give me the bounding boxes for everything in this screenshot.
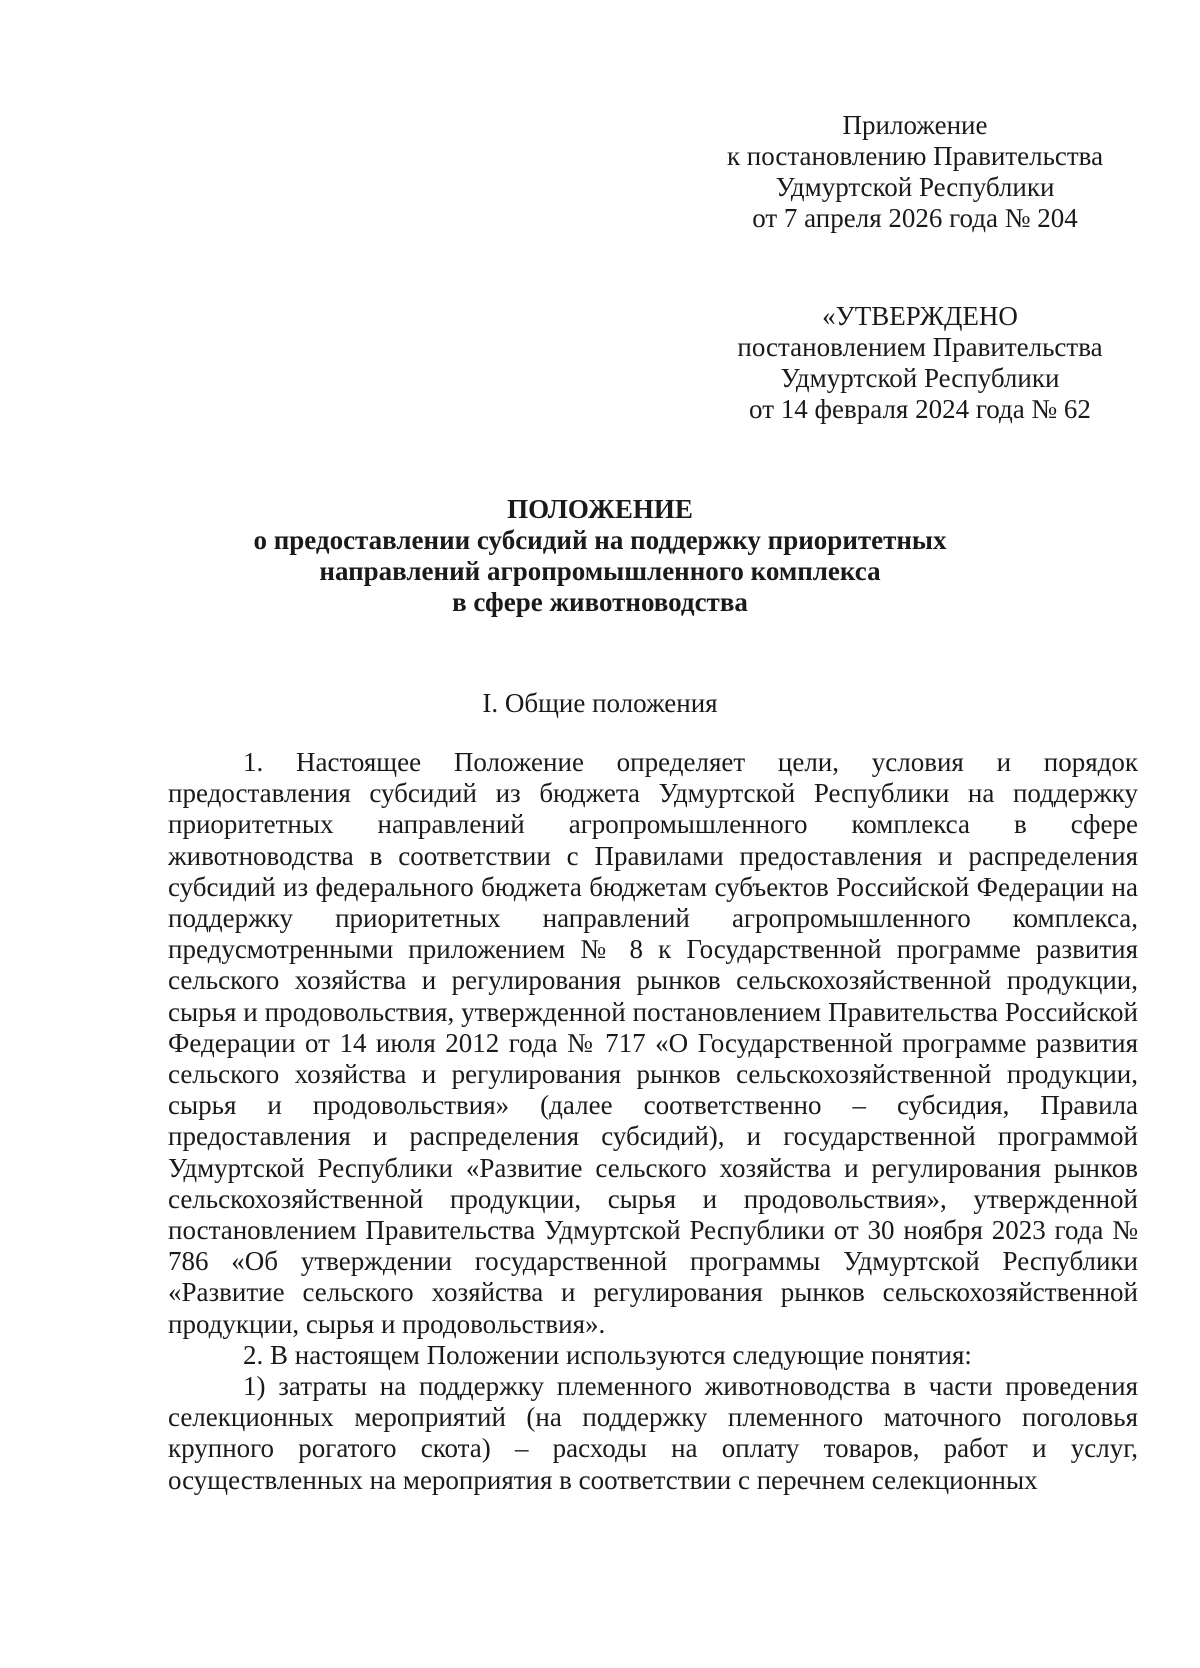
approved-republic: Удмуртской Республики xyxy=(780,363,1060,393)
title-subtitle-1: о предоставлении субсидий на поддержку приоритетных xyxy=(253,525,947,555)
paragraph-3: 1) затраты на поддержку племенного животноводства в части проведения селекционных мероприятий (на поддержку племенного маточного поголовья крупного рогатого скота) – расходы на оплату товаров, работ и услуг, осуществленных на мероприятия в соответствии с перечнем селекционных xyxy=(168,1371,1138,1495)
approved-header xyxy=(705,301,1135,425)
title-main: ПОЛОЖЕНИЕ xyxy=(507,494,693,524)
approved-date-number: от 14 февраля 2024 года № 62 xyxy=(749,394,1091,424)
approved-label: «УТВЕРЖДЕНО xyxy=(822,301,1018,331)
title-subtitle-2: направлений агропромышленного комплекса xyxy=(319,556,881,586)
section-heading: I. Общие положения xyxy=(482,688,718,718)
title-subtitle-3: в сфере животноводства xyxy=(452,587,748,617)
appendix-label: Приложение xyxy=(842,110,988,140)
paragraph-2: 2. В настоящем Положении используются следующие понятия: xyxy=(243,1339,972,1370)
appendix-republic: Удмуртской Республики xyxy=(775,172,1055,202)
paragraph-1: 1. Настоящее Положение определяет цели, условия и порядок предоставления субсидий из бюджета Удмуртской Республики на поддержку приоритетных направлений агропромышленного комплекса в сфере животноводства в соответствии с Правилами предоставления и распределения субсидий из федерального бюджета бюджетам субъектов Российской Федерации на поддержку приоритетных направлений агропромышленного комплекса, предусмотренными приложением № 8 к Государственной программе развития сельского хозяйства и регулирования рынков сельскохозяйственной продукции, сырья и продовольствия, утвержденной постановлением Правительства Российской Федерации от 14 июля 2012 года № 717 «О Государственной программе развития сельского хозяйства и регулирования рынков сельскохозяйственной продукции, сырья и продовольствия» (далее соответственно – субсидия, Правила предоставления и распределения субсидий), и государственной программой Удмуртской Республики «Развитие сельского хозяйства и регулирования рынков сельскохозяйственной продукции, сырья и продовольствия», утвержденной постановлением Правительства Удмуртской Республики от 30 ноября 2023 года № 786 «Об утверждении государственной программы Удмуртской Республики «Развитие сельского хозяйства и регулирования рынков сельскохозяйственной продукции, сырья и продовольствия». xyxy=(168,747,1138,1339)
document-title xyxy=(160,494,1040,618)
appendix-date-number: от 7 апреля 2026 года № 204 xyxy=(752,203,1078,233)
approved-decree-ref: постановлением Правительства xyxy=(737,332,1103,362)
appendix-header xyxy=(700,110,1130,234)
document-body xyxy=(168,747,1138,1496)
appendix-decree-ref: к постановлению Правительства xyxy=(726,141,1104,171)
